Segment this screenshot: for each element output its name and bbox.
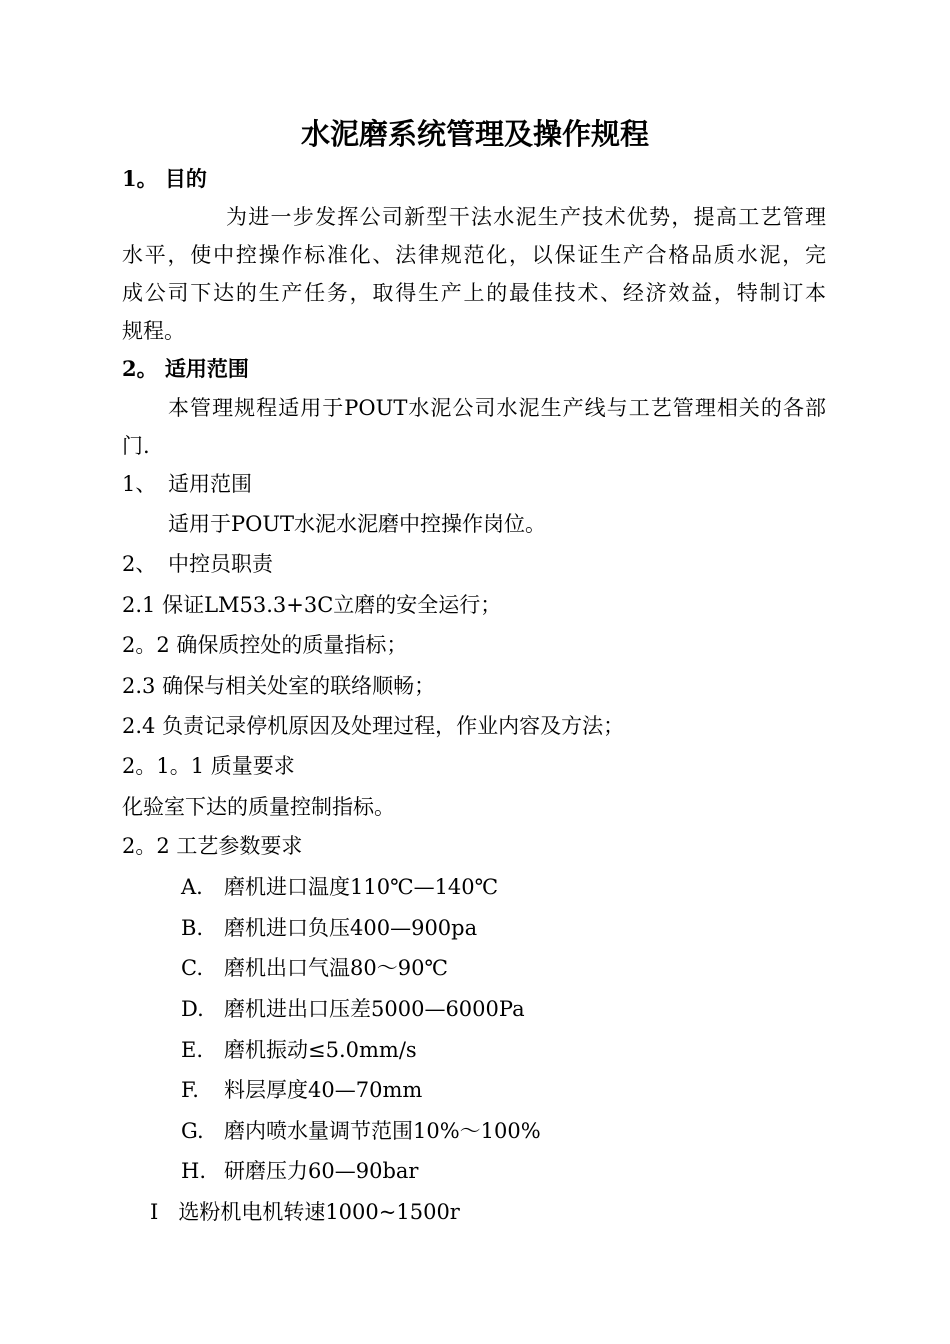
param-letter: A. (181, 875, 203, 899)
param-text: 磨内喷水量调节范围10%～100% (224, 1119, 541, 1143)
purpose-line-4: 规程。 (122, 319, 185, 343)
param-item (181, 994, 525, 1024)
params-heading: 2。2 工艺参数要求 (122, 834, 303, 858)
param-item (181, 872, 498, 902)
param-text: 磨机振动≤5.0mm/s (224, 1038, 417, 1062)
duty-item: 2.4 负责记录停机原因及处理过程，作业内容及方法； (122, 714, 625, 738)
param-letter: C. (181, 956, 203, 980)
scope-label: 适用范围 (168, 472, 252, 496)
duties-number: 2、 (122, 552, 157, 576)
param-letter: D. (181, 997, 204, 1021)
param-text: 磨机进出口压差5000—6000Pa (224, 997, 525, 1021)
duty-item: 2.1 保证LM53.3+3C立磨的安全运行； (122, 593, 502, 617)
scope-text: 适用于POUT水泥水泥磨中控操作岗位。 (168, 512, 547, 536)
purpose-line-2: 水平，使中控操作标准化、法律规范化，以保证生产合格品质水泥，完 (122, 243, 826, 267)
param-letter: F. (181, 1078, 199, 1102)
quality-heading: 2。1。1 质量要求 (122, 754, 295, 778)
duties-subheading (122, 549, 273, 579)
scope-number: 1、 (122, 472, 157, 496)
param-item (181, 913, 477, 943)
scope-line-2: 门. (122, 434, 150, 458)
duties-label: 中控员职责 (168, 552, 273, 576)
param-text: 磨机出口气温80～90℃ (224, 956, 448, 980)
param-text: 磨机进口温度110℃—140℃ (224, 875, 499, 899)
document-title: 水泥磨系统管理及操作规程 (300, 117, 649, 151)
param-item-last: I 选粉机电机转速1000~1500r (150, 1200, 460, 1224)
param-text: 研磨压力60—90bar (224, 1159, 419, 1183)
section-2-heading: 2。 适用范围 (122, 356, 249, 381)
param-letter: G. (181, 1119, 204, 1143)
param-item (181, 1035, 417, 1065)
param-text: 磨机进口负压400—900pa (224, 916, 478, 940)
scope-subheading (122, 469, 252, 499)
purpose-line-3: 成公司下达的生产任务，取得生产上的最佳技术、经济效益，特制订本 (122, 281, 826, 305)
param-item (181, 953, 448, 983)
param-item (181, 1075, 422, 1105)
param-letter: E. (181, 1038, 204, 1062)
purpose-line-1: 为进一步发挥公司新型干法水泥生产技术优势，提高工艺管理 (226, 205, 826, 229)
duty-item: 2。2 确保质控处的质量指标； (122, 633, 408, 657)
param-text: 料层厚度40—70mm (224, 1078, 423, 1102)
param-letter: H. (181, 1159, 206, 1183)
duty-item: 2.3 确保与相关处室的联络顺畅； (122, 674, 436, 698)
quality-text: 化验室下达的质量控制指标。 (122, 795, 395, 819)
param-letter: B. (181, 916, 204, 940)
param-item (181, 1116, 541, 1146)
section-1-heading: 1。 目的 (122, 166, 207, 191)
scope-line-1: 本管理规程适用于POUT水泥公司水泥生产线与工艺管理相关的各部 (168, 396, 826, 420)
param-item (181, 1156, 418, 1186)
